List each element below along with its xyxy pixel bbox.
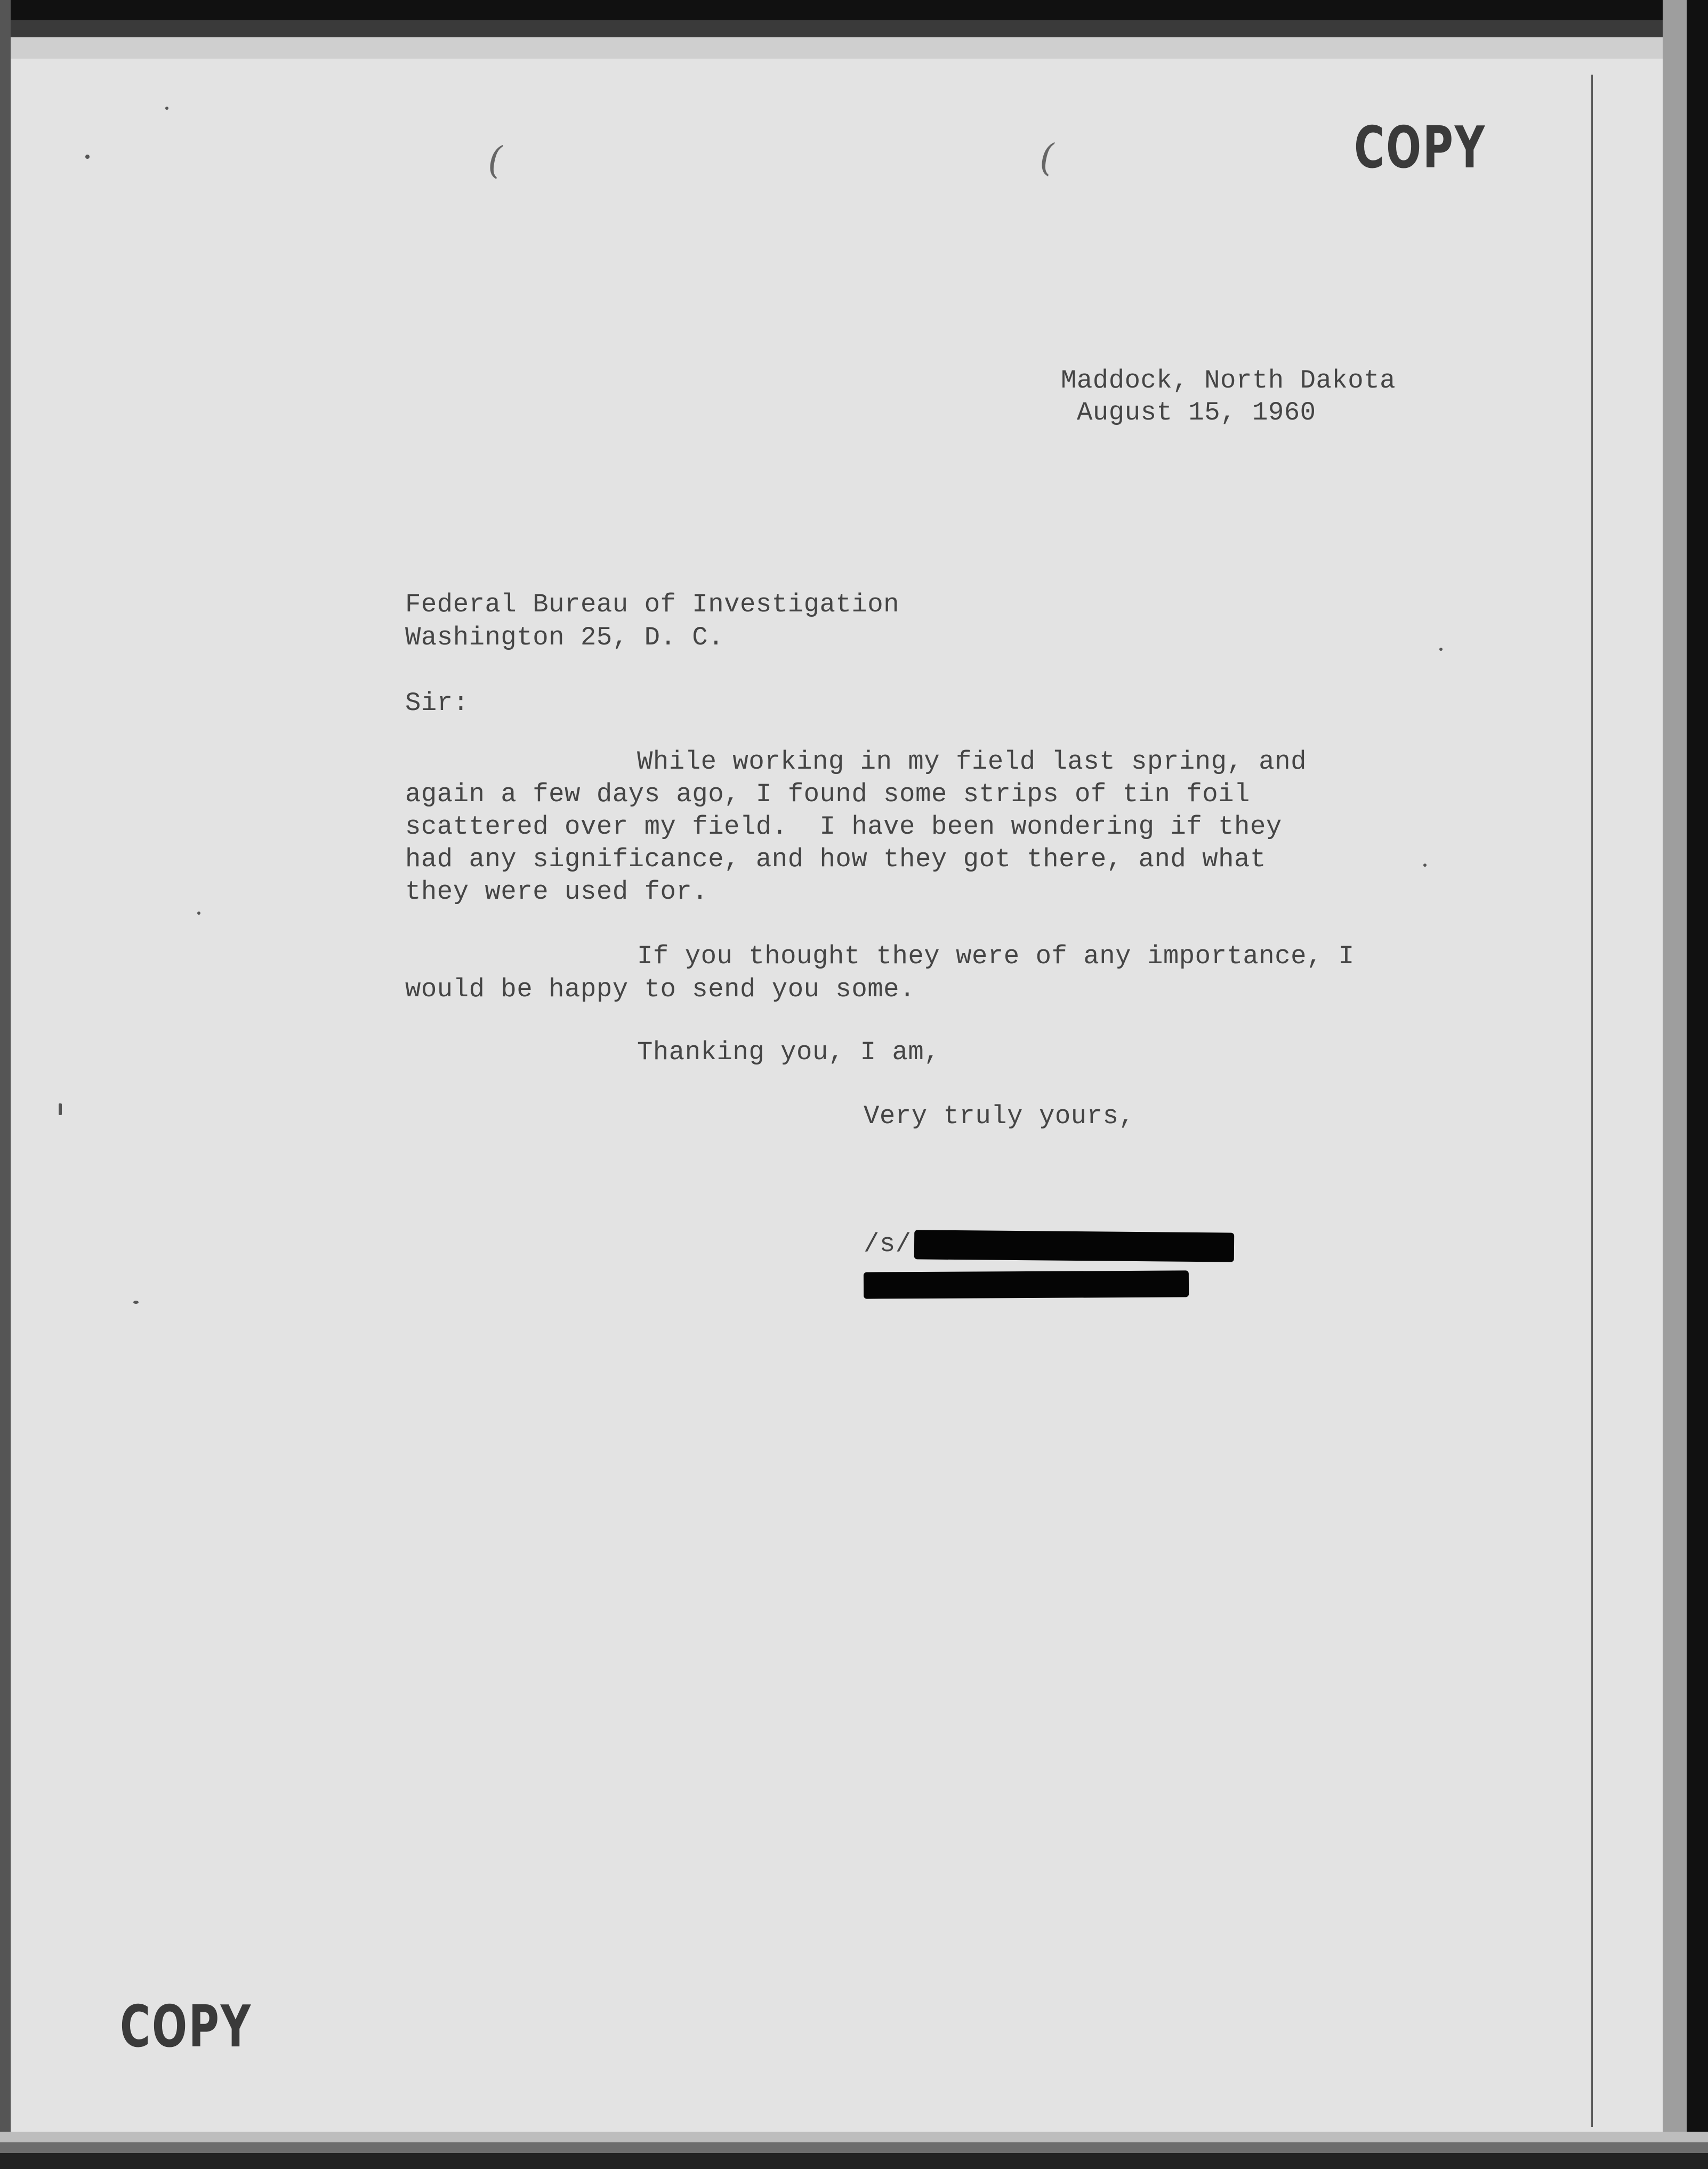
copy-stamp-top: COPY (1354, 115, 1486, 181)
speck (1423, 864, 1427, 867)
signature-prefix: /s/ (864, 1229, 912, 1259)
recipient-line-1: Federal Bureau of Investigation (405, 590, 900, 619)
body-paragraph-2-line: would be happy to send you some. (405, 974, 915, 1004)
speck (197, 912, 200, 915)
copy-stamp-bottom: COPY (120, 1994, 252, 2060)
body-paragraph-1-line: had any significance, and how they got there, and what (405, 844, 1266, 874)
salutation: Sir: (405, 688, 469, 718)
body-paragraph-1-line: scattered over my field. I have been wondering if they (405, 812, 1282, 842)
scan-border-top (0, 0, 1708, 59)
body-paragraph-1-line: they were used for. (405, 877, 708, 907)
redaction-bar-signature (914, 1230, 1234, 1262)
body-paragraph-2-line: If you thought they were of any importance, I (637, 941, 1355, 971)
scan-border-bottom (0, 2132, 1708, 2169)
speck (165, 107, 168, 110)
speck (1439, 648, 1443, 651)
recipient-line-2: Washington 25, D. C. (405, 623, 724, 652)
closing-thanks: Thanking you, I am, (637, 1037, 940, 1067)
redaction-bar-name (864, 1270, 1189, 1299)
body-paragraph-1-line: again a few days ago, I found some strips of tin foil (405, 779, 1250, 809)
punch-mark-left: ( (488, 139, 503, 182)
punch-mark-right: ( (1040, 136, 1054, 180)
scan-border-right (1687, 0, 1708, 2169)
letter-date: August 15, 1960 (1077, 398, 1316, 428)
paper-edge-line (1591, 75, 1593, 2127)
speck (59, 1103, 62, 1115)
closing-valediction: Very truly yours, (864, 1101, 1135, 1131)
speck (133, 1301, 139, 1304)
speck (85, 155, 90, 159)
sender-place: Maddock, North Dakota (1061, 366, 1396, 396)
body-paragraph-1-line: While working in my field last spring, and (637, 747, 1307, 777)
scan-border-right-shadow (1663, 0, 1687, 2169)
scan-border-left (0, 0, 11, 2169)
